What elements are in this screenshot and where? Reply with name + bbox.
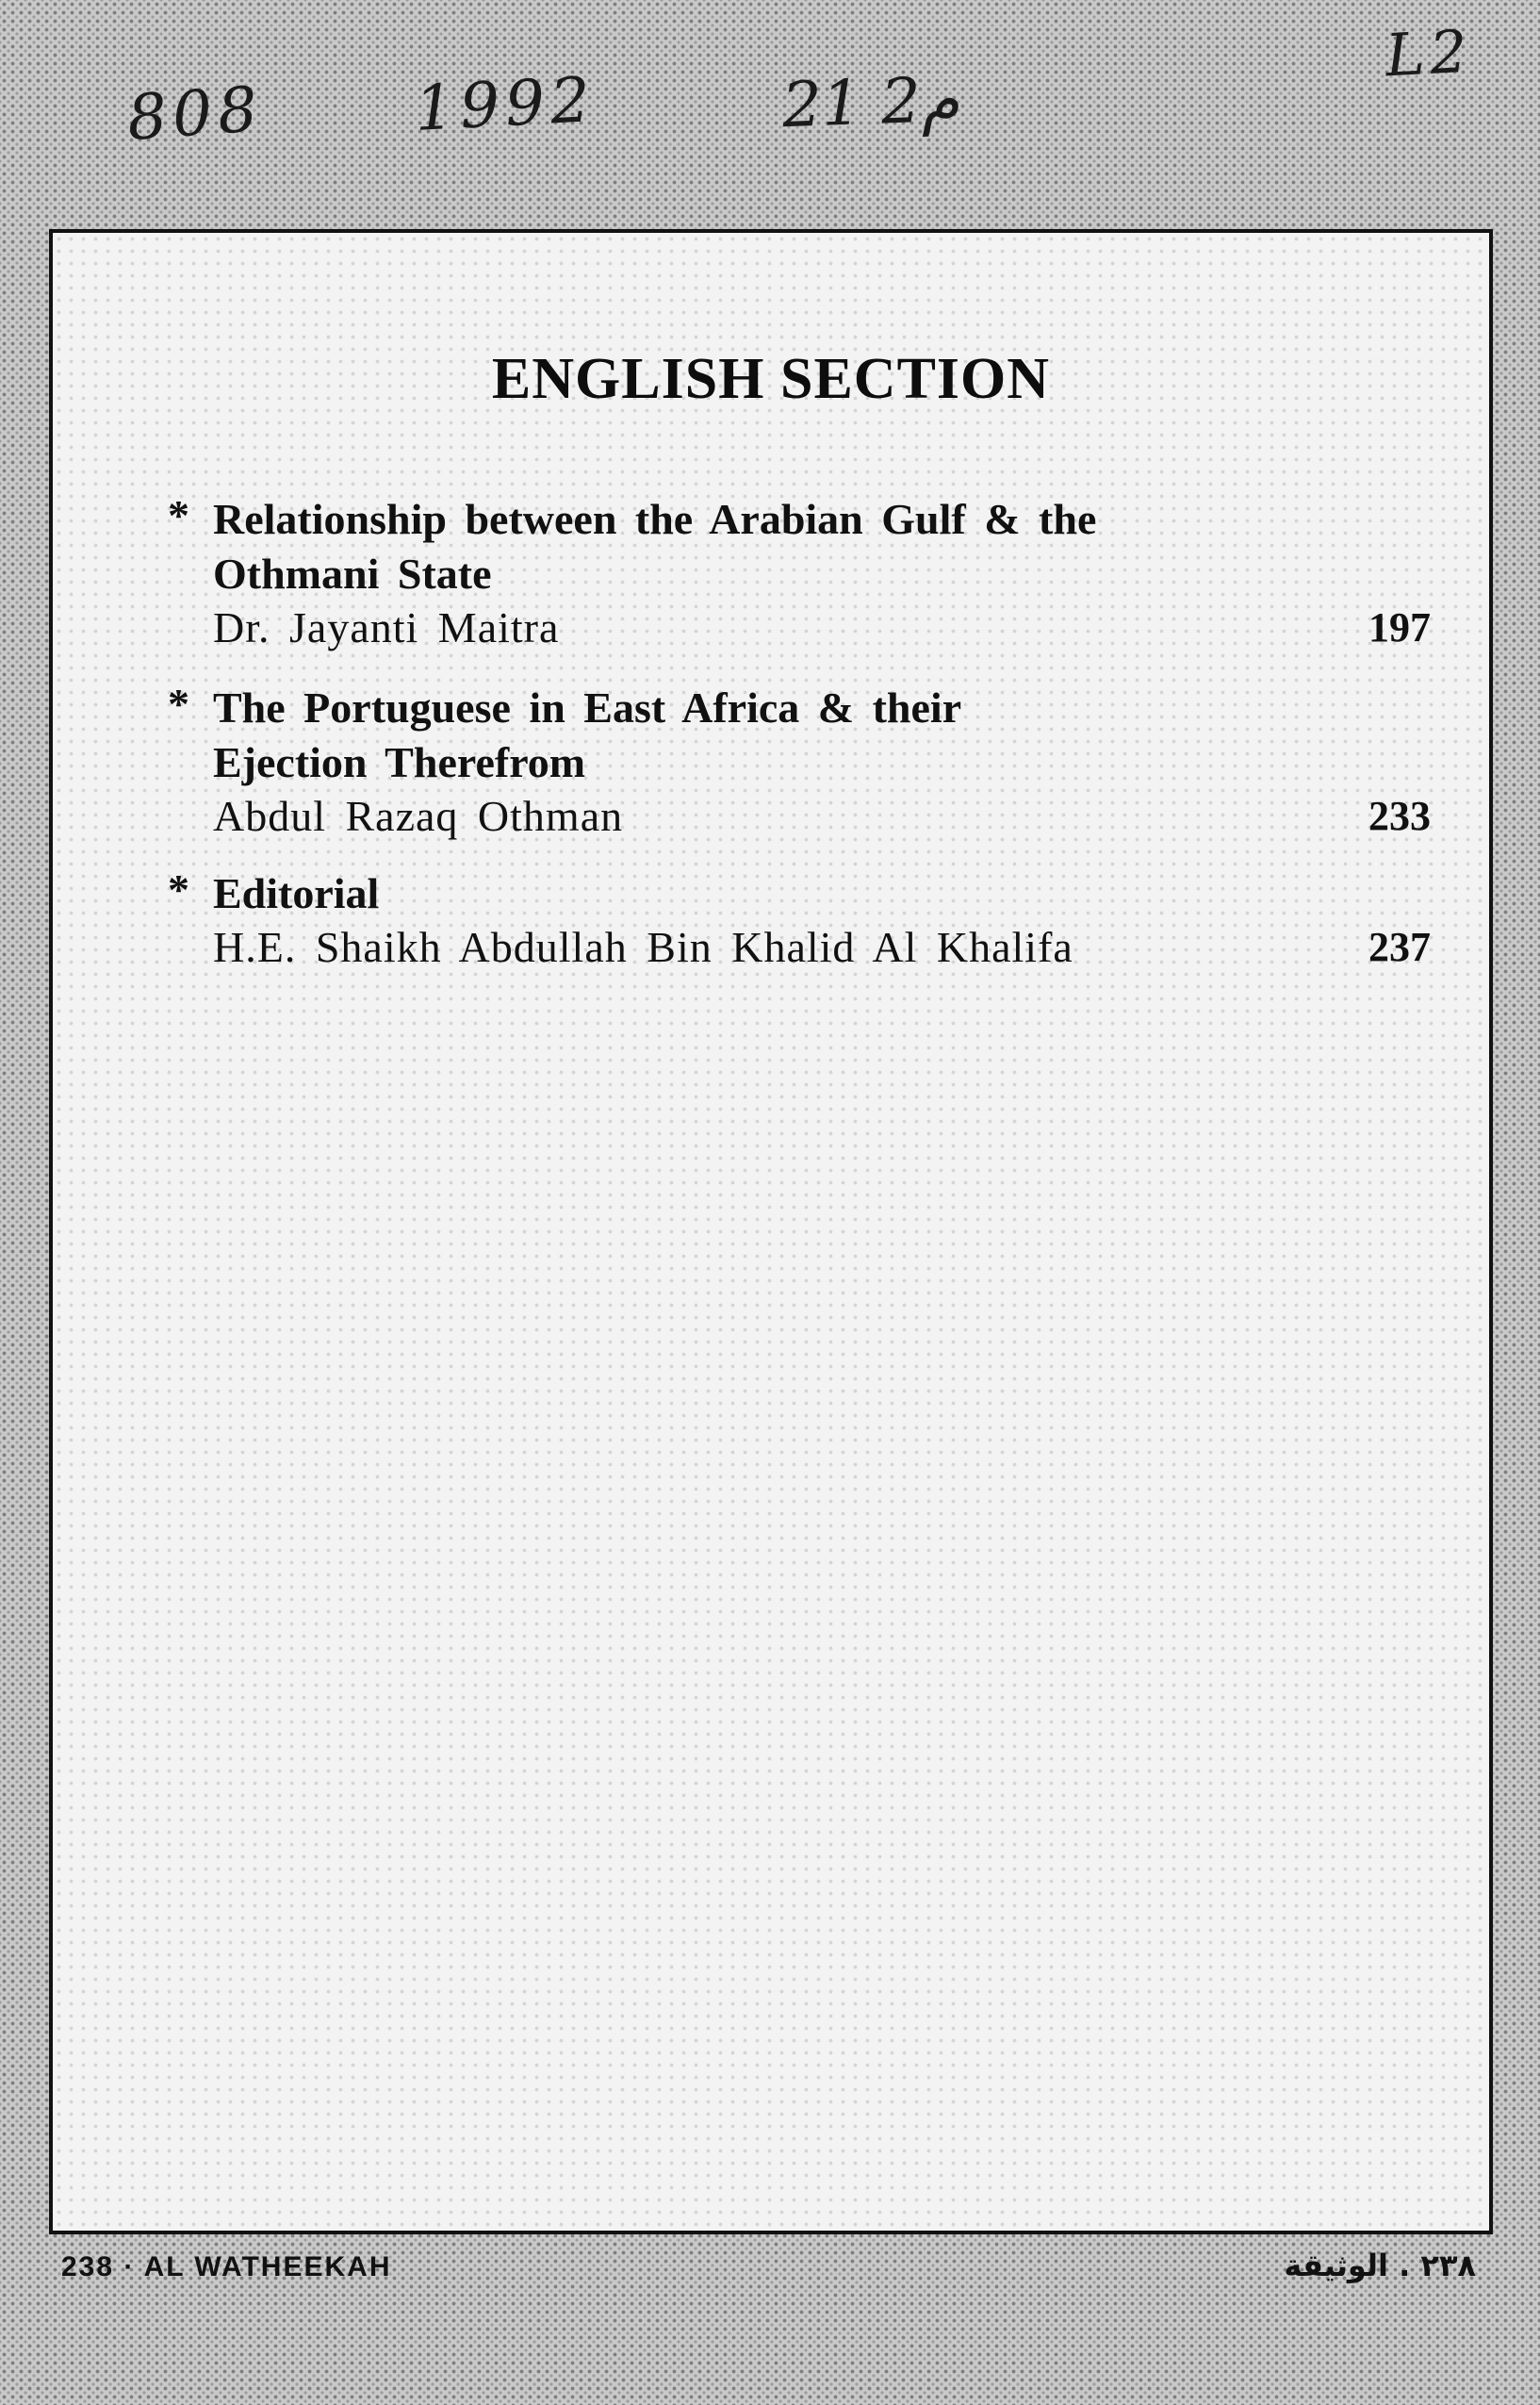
bullet-marker: * <box>168 865 189 914</box>
page-number: 233 <box>1368 793 1431 839</box>
handwritten-annotation: L2 <box>1384 16 1475 91</box>
bullet-marker: * <box>168 491 189 539</box>
footer-folio-english: 238 · AL WATHEEKAH <box>61 2251 392 2282</box>
footer-folio-arabic: ٢٣٨ . الوثيقة <box>1284 2248 1476 2283</box>
toc-entry <box>168 866 1431 974</box>
entry-title: Editorial <box>213 869 380 917</box>
toc-entry <box>168 492 1431 654</box>
entry-author: Abdul Razaq Othman <box>213 792 624 840</box>
entry-author: H.E. Shaikh Abdullah Bin Khalid Al Khalifa <box>213 923 1073 971</box>
handwritten-annotation: م2 21 <box>780 62 961 142</box>
toc-entry <box>168 681 1431 843</box>
bullet-marker: * <box>168 680 189 728</box>
entry-title: The Portuguese in East Africa & their Ejection Therefrom <box>213 684 961 786</box>
page-number: 197 <box>1368 604 1431 651</box>
entry-author: Dr. Jayanti Maitra <box>213 603 560 651</box>
entry-title: Relationship between the Arabian Gulf & the Othmani State <box>213 495 1097 598</box>
section-title: ENGLISH SECTION <box>491 347 1051 411</box>
contents-frame <box>49 229 1493 2234</box>
handwritten-annotation: 808 <box>124 73 266 155</box>
page-number: 237 <box>1368 924 1431 970</box>
handwritten-annotation: 1992 <box>413 63 598 145</box>
